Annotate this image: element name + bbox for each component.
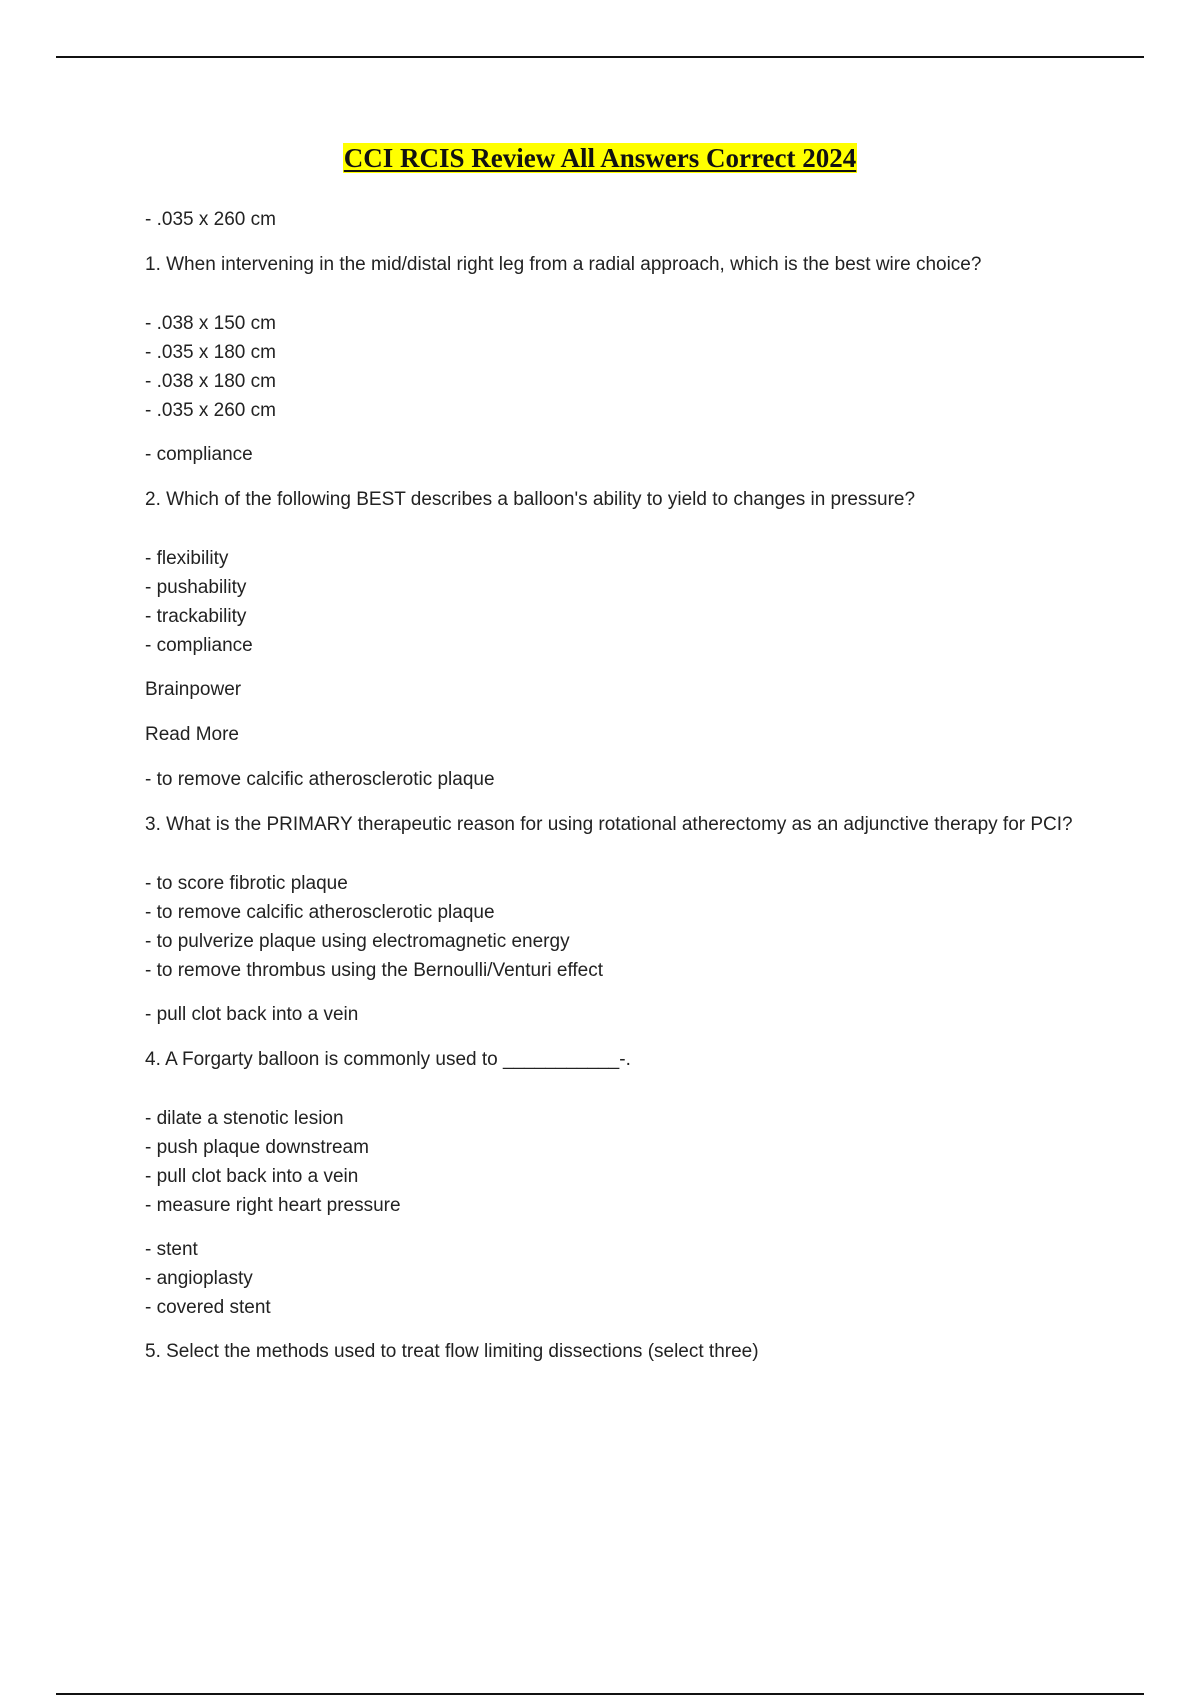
answer-text: - .035 x 260 cm (145, 209, 276, 230)
option-item: - pushability (145, 577, 247, 598)
option-item: - compliance (145, 635, 253, 656)
option-item: - .038 x 150 cm (145, 313, 276, 334)
option-item: - pull clot back into a vein (145, 1166, 359, 1187)
question-text: 2. Which of the following BEST describes a balloon's ability to yield to changes in pressure? (145, 489, 916, 510)
option-item: - flexibility (145, 548, 229, 569)
answer-item: - stent (145, 1239, 198, 1260)
answer-item: - angioplasty (145, 1268, 253, 1289)
title-container (0, 143, 1200, 174)
answer-text: - to remove calcific atherosclerotic plaque (145, 769, 495, 790)
option-item: - trackability (145, 606, 247, 627)
option-list (145, 544, 1085, 660)
option-item: - to remove thrombus using the Bernoulli/Venturi effect (145, 960, 604, 981)
option-item: - to pulverize plaque using electromagnetic energy (145, 931, 570, 952)
document-title: CCI RCIS Review All Answers Correct 2024 (343, 143, 857, 173)
answer-list (145, 1235, 1085, 1322)
option-item: - .038 x 180 cm (145, 371, 276, 392)
question-text: 5. Select the methods used to treat flow limiting dissections (select three) (145, 1341, 759, 1362)
answer-text: - pull clot back into a vein (145, 1004, 359, 1025)
option-list (145, 869, 1085, 985)
option-item: - to score fibrotic plaque (145, 873, 348, 894)
option-item: - measure right heart pressure (145, 1195, 401, 1216)
answer-text: - compliance (145, 444, 253, 465)
read-more-link[interactable]: Read More (145, 724, 239, 745)
option-item: - .035 x 180 cm (145, 342, 276, 363)
brainpower-text: Brainpower (145, 679, 242, 700)
option-item: - push plaque downstream (145, 1137, 369, 1158)
option-list (145, 1104, 1085, 1220)
answer-item: - covered stent (145, 1297, 271, 1318)
top-divider (56, 56, 1144, 58)
bottom-divider (56, 1693, 1144, 1695)
option-list (145, 309, 1085, 425)
question-text: 4. A Forgarty balloon is commonly used to ___________-. (145, 1049, 631, 1070)
question-text: 3. What is the PRIMARY therapeutic reason for using rotational atherectomy as an adjunctive therapy for PCI? (145, 814, 1073, 835)
question-text: 1. When intervening in the mid/distal right leg from a radial approach, which is the best wire choice? (145, 254, 982, 275)
option-item: - .035 x 260 cm (145, 400, 276, 421)
document-content (145, 205, 1085, 1382)
option-item: - dilate a stenotic lesion (145, 1108, 344, 1129)
option-item: - to remove calcific atherosclerotic plaque (145, 902, 495, 923)
